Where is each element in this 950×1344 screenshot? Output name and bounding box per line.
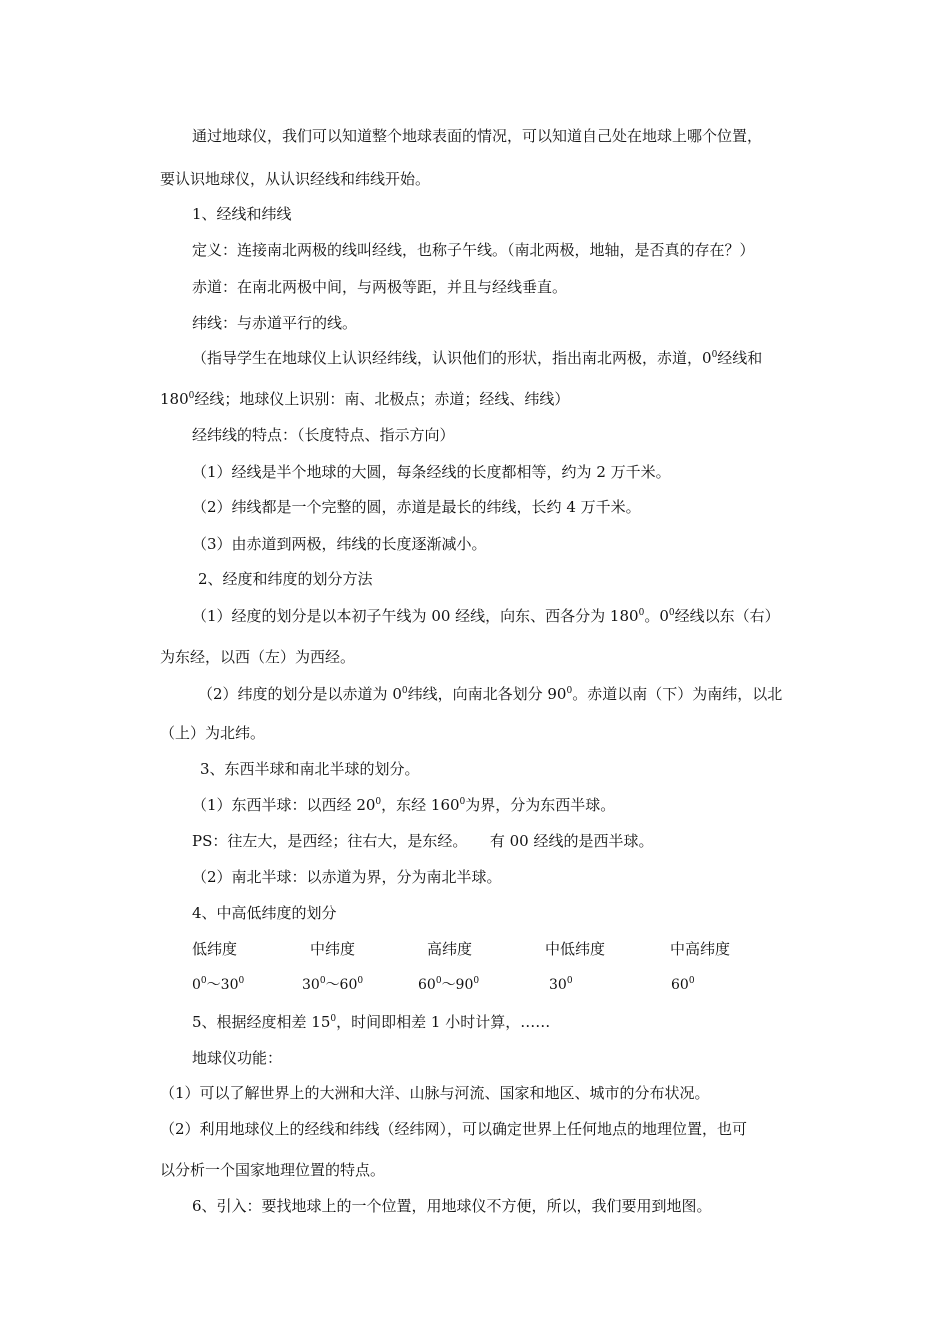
ew-text-c: 为界，分为东西半球。: [465, 796, 616, 814]
degree-sup: 0: [238, 976, 245, 986]
east-west-hemisphere-line: [192, 795, 615, 815]
longitude-line-2: 为东经，以西（左）为西经。: [160, 648, 356, 666]
degree-sup: 0: [401, 686, 408, 696]
zone-value-mid: [302, 975, 363, 995]
degree-sup: 0: [200, 976, 207, 986]
intro-line-2: 要认识地球仪，从认识经线和纬线开始。: [160, 170, 431, 188]
ps-line: PS：往左大，是西经；往右大，是东经。 有 00 经线的是西半球。: [192, 832, 654, 850]
north-south-hemisphere-line: （2）南北半球：以赤道为界，分为南北半球。: [192, 868, 502, 886]
section2-heading: 2、经度和纬度的划分方法: [198, 570, 373, 588]
degree-sup: 0: [566, 686, 573, 696]
lon-text-b: 。0: [644, 607, 669, 625]
degree-sup: 0: [459, 797, 466, 807]
guide2-text: 经线；地球仪上识别：南、北极点；赤道；经线、纬线）: [194, 390, 570, 408]
feature-2: （2）纬线都是一个完整的圆，赤道是最长的纬线，长约 4 万千米。: [192, 498, 641, 516]
globe-function-heading: 地球仪功能：: [192, 1049, 283, 1067]
zone-value-high: [418, 975, 479, 995]
section4-heading: 4、中高低纬度的划分: [192, 904, 337, 922]
time-difference-line: [192, 1012, 550, 1032]
globe-function-1: （1）可以了解世界上的大洲和大洋、山脉与河流、国家和地区、城市的分布状况。: [160, 1084, 710, 1102]
feature-3: （3）由赤道到两极，纬线的长度逐渐减小。: [192, 535, 487, 553]
guide-text-2: 经线和: [717, 349, 763, 367]
guide-num: 0: [702, 349, 712, 367]
degree-sup: 0: [357, 976, 364, 986]
section1-heading: 1、经线和纬线: [192, 205, 292, 223]
degree-sup: 0: [473, 976, 480, 986]
zone-value-low: [192, 975, 244, 995]
ew-text-a: （1）东西半球：以西经 20: [192, 796, 376, 814]
zone-label-mid: 中纬度: [310, 940, 356, 958]
degree-sup: 0: [688, 976, 695, 986]
latitude-division-line-2: （上）为北纬。: [160, 724, 266, 742]
equator-line: 赤道：在南北两极中间，与两极等距，并且与经线垂直。: [192, 278, 568, 296]
definition-line: 定义：连接南北两极的线叫经线，也称子午线。（南北两极，地轴，是否真的存在？）: [192, 241, 755, 259]
feature-1: （1）经线是半个地球的大圆，每条经线的长度都相等，约为 2 万千米。: [192, 463, 671, 481]
zone-value-a: 60: [671, 977, 689, 993]
zone-value-a: 60: [418, 977, 436, 993]
latitude-line-def: 纬线：与赤道平行的线。: [192, 314, 358, 332]
ew-text-b: ，东经 160: [381, 796, 460, 814]
zone-value-a: 0: [192, 977, 201, 993]
lat-text-c: 。赤道以南（下）为南纬，以北: [572, 685, 783, 703]
degree-sup: 0: [566, 976, 573, 986]
section3-heading: 3、东西半球和南北半球的划分。: [200, 760, 420, 778]
lon-text-c: 经线以东（右）: [674, 607, 780, 625]
lon-text-a: （1）经度的划分是以本初子午线为 00 经线，向东、西各分为 180: [192, 607, 639, 625]
degree-sup: 0: [711, 350, 718, 360]
degree-sup: 0: [188, 391, 195, 401]
zone-value-mid-high: [671, 975, 695, 995]
degree-sup: 0: [330, 1014, 337, 1024]
section6-line: 6、引入：要找地球上的一个位置，用地球仪不方便，所以，我们要用到地图。: [192, 1197, 712, 1215]
globe-function-2-line-1: （2）利用地球仪上的经线和纬线（经纬网），可以确定世界上任何地点的地理位置，也可: [160, 1120, 748, 1138]
zone-label-mid-low: 中低纬度: [545, 940, 606, 958]
zone-value-a: 30: [549, 977, 567, 993]
guide-line-2: [160, 389, 569, 409]
features-heading: 经纬线的特点：（长度特点、指示方向）: [192, 426, 455, 444]
zone-label-high: 高纬度: [427, 940, 473, 958]
zone-value-b: ～30: [206, 977, 239, 993]
degree-sup: 0: [668, 608, 675, 618]
degree-sup: 0: [375, 797, 382, 807]
guide2-num: 180: [160, 390, 189, 408]
guide-text-1: （指导学生在地球仪上认识经纬线，认识他们的形状，指出南北两极，赤道，: [192, 349, 703, 367]
latitude-division-line-1: [198, 684, 782, 704]
zone-value-a: 30: [302, 977, 320, 993]
globe-function-2-line-2: 以分析一个国家地理位置的特点。: [160, 1161, 386, 1179]
degree-sup: 0: [435, 976, 442, 986]
degree-sup: 0: [638, 608, 645, 618]
degree-sup: 0: [319, 976, 326, 986]
zone-value-mid-low: [549, 975, 573, 995]
time-text-b: ，时间即相差 1 小时计算，……: [336, 1013, 551, 1031]
longitude-line-1: [192, 606, 780, 626]
intro-line-1: 通过地球仪，我们可以知道整个地球表面的情况，可以知道自己处在地球上哪个位置，: [192, 127, 763, 145]
zone-label-mid-high: 中高纬度: [670, 940, 731, 958]
zone-label-low: 低纬度: [192, 940, 238, 958]
lat-text-b: 纬线，向南北各划分 90: [407, 685, 567, 703]
zone-value-b: ～60: [325, 977, 358, 993]
lat-text-a: （2）纬度的划分是以赤道为 0: [198, 685, 402, 703]
guide-line-1: [192, 348, 762, 368]
zone-value-b: ～90: [441, 977, 474, 993]
time-text-a: 5、根据经度相差 15: [192, 1013, 331, 1031]
